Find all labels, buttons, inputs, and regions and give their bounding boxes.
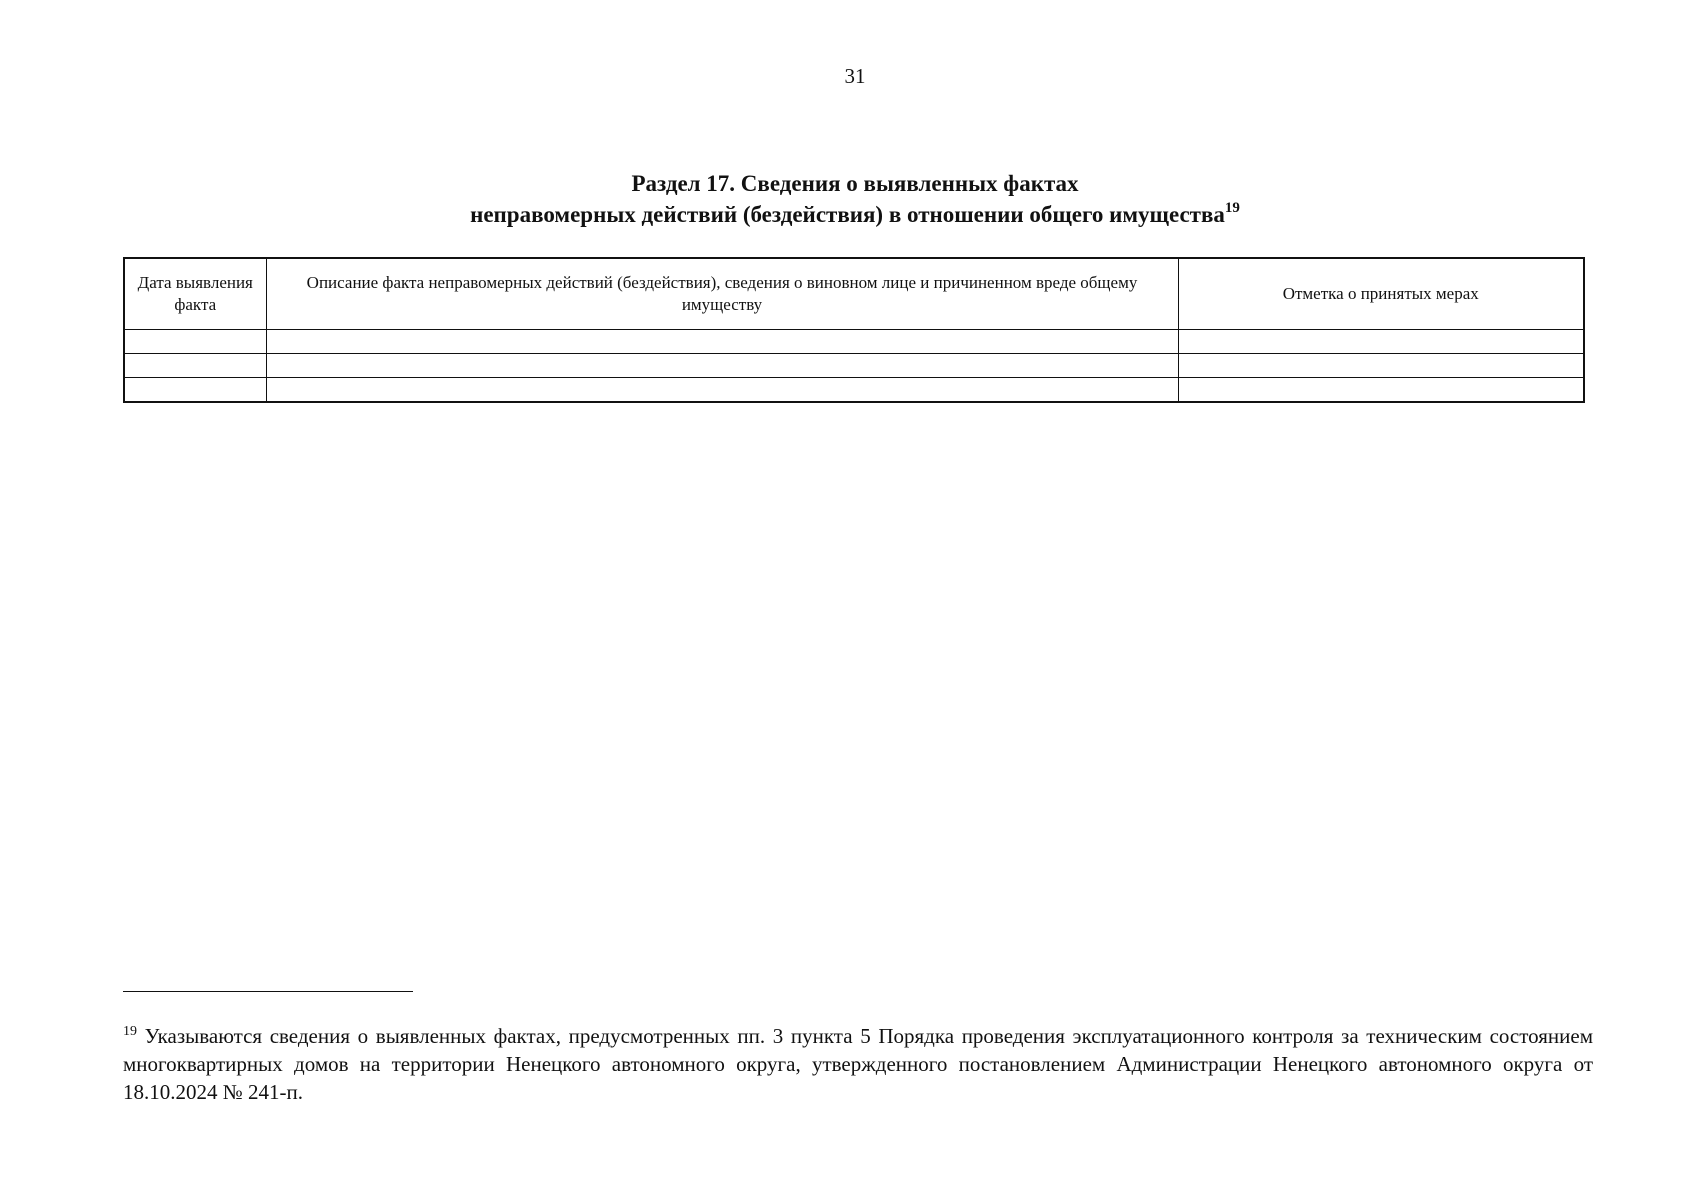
table-cell (1178, 354, 1584, 378)
footnote-number: 19 (123, 1024, 137, 1039)
footnote-divider (123, 991, 413, 992)
table-cell (124, 378, 266, 403)
section-title (0, 168, 1698, 230)
table-cell (1178, 330, 1584, 354)
section-title-line-1: Раздел 17. Сведения о выявленных фактах (631, 171, 1079, 196)
header-detection-date: Дата выявления факта (124, 258, 266, 330)
header-measures-taken: Отметка о принятых мерах (1178, 258, 1584, 330)
table-cell (266, 378, 1178, 403)
table-cell (266, 354, 1178, 378)
footnote-text: Указываются сведения о выявленных фактах, предусмотренных пп. 3 пункта 5 Порядка проведения эксплуатационного контроля за техническим состоянием многоквартирных домов на территории Ненецкого автономного округа, утвержденного постановлением Администрации Ненецкого автономного округа от 18.10.2024 № 241-п. (123, 1024, 1593, 1104)
page-number: 31 (844, 64, 866, 88)
table-cell (124, 330, 266, 354)
table-cell (1178, 378, 1584, 403)
table-cell (124, 354, 266, 378)
footnote (123, 1022, 1593, 1106)
table-row (124, 354, 1584, 378)
table-row (124, 378, 1584, 403)
table-row (124, 330, 1584, 354)
header-violation-description: Описание факта неправомерных действий (бездействия), сведения о виновном лице и причиненном вреде общему имуществу (266, 258, 1178, 330)
footnote-reference: 19 (1224, 200, 1240, 216)
table-cell (266, 330, 1178, 354)
section-title-line-2 (0, 199, 1698, 230)
table-header-row (124, 258, 1584, 330)
violations-table (123, 257, 1585, 403)
section-title-line-2-text: неправомерных действий (бездействия) в отношении общего имущества (470, 202, 1225, 227)
